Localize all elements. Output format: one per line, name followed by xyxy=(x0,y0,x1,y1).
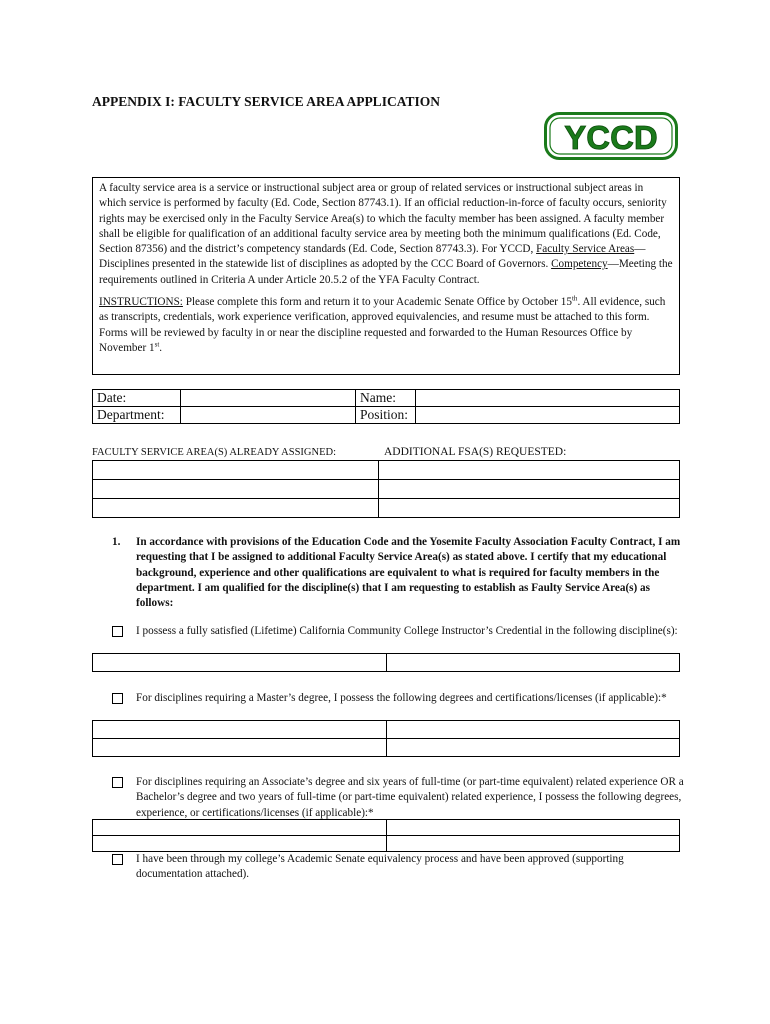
degree-field[interactable] xyxy=(386,820,680,836)
fsa-requested-field[interactable] xyxy=(379,499,680,518)
discipline-field[interactable] xyxy=(386,654,680,672)
degree-field[interactable] xyxy=(93,739,387,757)
date-field[interactable] xyxy=(181,390,356,407)
fsa-term: Faculty Service Areas xyxy=(536,243,635,256)
checkbox[interactable] xyxy=(112,693,123,704)
request-statement-text: In accordance with provisions of the Education Code and the Yosemite Faculty Association Faculty Contract, I am requesting that I be assigned to additional Faculty Service Area(s) as stated above. I certify that my educational background, experience and other qualifications are equivalent to what is required for faculty members in the department. I am qualified for the discipline(s) that I am requesting to establish as Faulty Service Area(s) as follows: xyxy=(136,536,681,610)
degree-field[interactable] xyxy=(93,721,387,739)
associates-degrees-table xyxy=(92,819,680,852)
position-field[interactable] xyxy=(416,407,680,424)
fsa-assigned-label: FACULTY SERVICE AREA(S) ALREADY ASSIGNED: xyxy=(92,447,336,458)
option-text: I possess a fully satisfied (Lifetime) California Community College Instructor’s Credential in the following discipline(s): xyxy=(136,625,678,637)
degree-field[interactable] xyxy=(386,721,680,739)
option-text: For disciplines requiring a Master’s degree, I possess the following degrees and certifications/licenses (if applicable):* xyxy=(136,692,667,704)
intro-box xyxy=(92,177,680,375)
masters-degrees-table xyxy=(92,720,680,757)
fsa-assigned-field[interactable] xyxy=(93,499,379,518)
intro-paragraph: A faculty service area is a service or instructional subject area or group of related services or instructional subject areas in which service is performed by faculty (Ed. Code, Section 87743.1). If an official reduction-in-force of faculty occurs, seniority rights may be exercised only in the Faculty Service Area(s) to which the faculty member has been assigned. A faculty member shall be eligible for qualification of an additional faculty service area by meeting both the minimum qualifications (Ed. Code, Section 87356) and the district’s competency standards (Ed. Code, Section 87743.3). For YCCD, Faculty Service Areas—Disciplines presented in the statewide list of disciplines as adopted by the CCC Board of Governors. Competency—Meeting the requirements outlined in Criteria A under Article 20.5.2 of the YFA Faculty Contract. xyxy=(99,182,673,286)
name-label: Name: xyxy=(356,390,416,407)
yccd-logo xyxy=(544,112,678,160)
fsa-assigned-field[interactable] xyxy=(93,461,379,480)
fsa-requested-field[interactable] xyxy=(379,461,680,480)
instructions-label: INSTRUCTIONS: xyxy=(99,296,183,309)
degree-field[interactable] xyxy=(386,739,680,757)
applicant-info-table xyxy=(92,389,680,424)
option-text: I have been through my college’s Academic Senate equivalency process and have been approved (supporting documentation attached). xyxy=(136,853,624,881)
fsa-requested-label: ADDITIONAL FSA(S) REQUESTED: xyxy=(384,446,567,458)
fsa-assigned-field[interactable] xyxy=(93,480,379,499)
instructions-paragraph: INSTRUCTIONS: Please complete this form and return it to your Academic Senate Office by October 15th. All evidence, such as transcripts, credentials, work experience verification, approved equivalencies, and resume must be attached to this form. Forms will be reviewed by faculty in or near the discipline requested and forwarded to the Human Resources Office by November 1st. xyxy=(99,294,666,354)
fsa-table xyxy=(92,460,680,518)
checkbox[interactable] xyxy=(112,626,123,637)
discipline-field[interactable] xyxy=(93,654,387,672)
item-number: 1. xyxy=(112,536,121,548)
position-label: Position: xyxy=(356,407,416,424)
name-field[interactable] xyxy=(416,390,680,407)
department-field[interactable] xyxy=(181,407,356,424)
checkbox[interactable] xyxy=(112,854,123,865)
option-text: For disciplines requiring an Associate’s degree and six years of full-time (or part-time equivalent) related experience OR a Bachelor’s degree and two years of full-time (or part-time equivalent) related experience, I possess the following degrees, experience, or certifications/licenses (if applicable):* xyxy=(136,776,684,819)
page-title: APPENDIX I: FACULTY SERVICE AREA APPLICATION xyxy=(92,94,440,109)
degree-field[interactable] xyxy=(93,836,387,852)
competency-term: Competency xyxy=(551,258,608,271)
checkbox[interactable] xyxy=(112,777,123,788)
fsa-requested-field[interactable] xyxy=(379,480,680,499)
svg-text:YCCD: YCCD xyxy=(564,119,658,156)
degree-field[interactable] xyxy=(386,836,680,852)
credential-disciplines-table xyxy=(92,653,680,672)
date-label: Date: xyxy=(93,390,181,407)
degree-field[interactable] xyxy=(93,820,387,836)
department-label: Department: xyxy=(93,407,181,424)
